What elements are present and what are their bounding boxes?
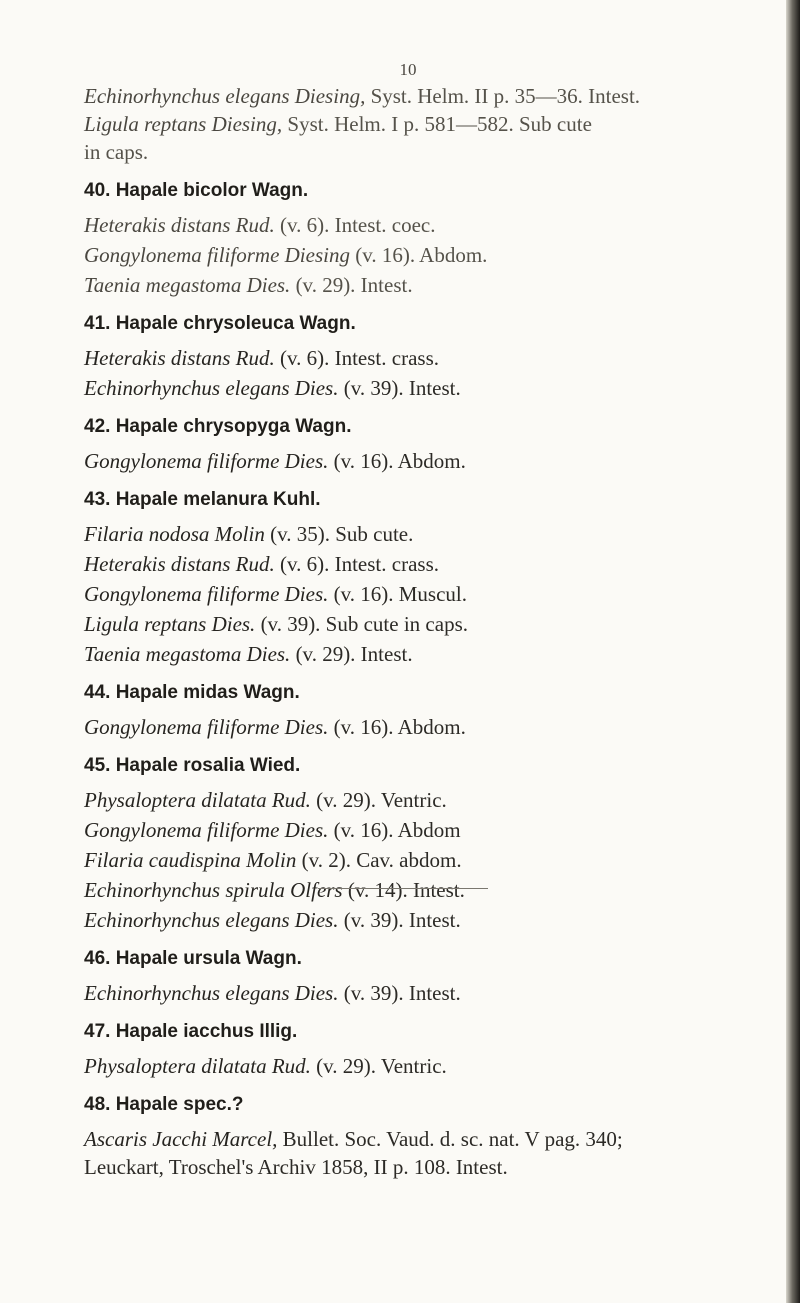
location-note: (v. 39). Intest. (338, 376, 461, 400)
parasite-name: Gongylonema filiforme Dies. (84, 818, 329, 842)
parasite-name: Heterakis distans Rud. (84, 346, 275, 370)
parasite-name: Gongylonema filiforme Dies. (84, 715, 329, 739)
species-heading: 42. Hapale chrysopyga Wagn. (84, 416, 352, 437)
parasite-entry (84, 1127, 784, 1151)
location-note: (v. 6). Intest. coec. (274, 213, 436, 237)
species-heading: 44. Hapale midas Wagn. (84, 682, 300, 703)
location-note: Syst. Helm. II p. 35—36. Intest. (365, 84, 641, 108)
location-note: (v. 2). Cav. abdom. (296, 848, 462, 872)
species-heading: 40. Hapale bicolor Wagn. (84, 180, 309, 201)
species-heading: 43. Hapale melanura Kuhl. (84, 489, 321, 510)
species-heading: 48. Hapale spec.? (84, 1094, 244, 1115)
location-note: (v. 29). Ventric. (310, 1054, 447, 1078)
parasite-entry (84, 1155, 784, 1179)
location-note: (v. 14). Intest. (342, 878, 465, 902)
parasite-entry (84, 642, 784, 666)
parasite-entry (84, 243, 784, 267)
location-note: (v. 29). Intest. (290, 642, 413, 666)
parasite-entry (84, 449, 784, 473)
parasite-entry (84, 376, 784, 400)
parasite-name: Physaloptera dilatata Rud. (84, 1054, 311, 1078)
parasite-name: Ligula reptans Diesing, (84, 112, 283, 136)
parasite-entry (84, 84, 784, 108)
scan-binding-edge (786, 0, 800, 1303)
location-note: (v. 6). Intest. crass. (274, 346, 439, 370)
parasite-name: Filaria caudispina Molin (84, 848, 297, 872)
footer-rule (318, 888, 488, 889)
page-number: 10 (399, 60, 417, 79)
location-note: (v. 39). Intest. (338, 908, 461, 932)
parasite-entry (84, 522, 784, 546)
location-note: Syst. Helm. I p. 581—582. Sub cute (282, 112, 592, 136)
location-note: Bullet. Soc. Vaud. d. sc. nat. V pag. 340; (277, 1127, 623, 1151)
parasite-name: Taenia megastoma Dies. (84, 642, 291, 666)
location-note: in caps. (84, 140, 149, 164)
parasite-entry (84, 908, 784, 932)
parasite-name: Heterakis distans Rud. (84, 552, 275, 576)
parasite-name: Gongylonema filiforme Dies. (84, 582, 329, 606)
parasite-entry (84, 552, 784, 576)
species-heading: 47. Hapale iacchus Illig. (84, 1021, 298, 1042)
parasite-entry (84, 715, 784, 739)
species-heading: 41. Hapale chrysoleuca Wagn. (84, 313, 356, 334)
parasite-entry (84, 213, 784, 237)
parasite-name: Echinorhynchus spirula Olfers (84, 878, 343, 902)
parasite-entry (84, 612, 784, 636)
parasite-name: Echinorhynchus elegans Diesing, (84, 84, 366, 108)
parasite-name: Echinorhynchus elegans Dies. (84, 981, 339, 1005)
parasite-entry (84, 346, 784, 370)
parasite-name: Filaria nodosa Molin (84, 522, 265, 546)
location-note: (v. 6). Intest. crass. (274, 552, 439, 576)
location-note: (v. 29). Ventric. (310, 788, 447, 812)
location-note: (v. 16). Abdom (328, 818, 461, 842)
parasite-entry (84, 878, 784, 902)
parasite-name: Echinorhynchus elegans Dies. (84, 376, 339, 400)
parasite-entry (84, 818, 784, 842)
location-note: (v. 29). Intest. (290, 273, 413, 297)
parasite-entry (84, 112, 784, 136)
parasite-entry (84, 140, 784, 164)
parasite-entry (84, 788, 784, 812)
parasite-entry (84, 582, 784, 606)
location-note: (v. 16). Abdom. (328, 449, 466, 473)
parasite-name: Physaloptera dilatata Rud. (84, 788, 311, 812)
location-note: (v. 16). Abdom. (349, 243, 488, 267)
location-note: (v. 16). Muscul. (328, 582, 468, 606)
parasite-entry (84, 273, 784, 297)
location-note: (v. 16). Abdom. (328, 715, 466, 739)
location-note: (v. 39). Intest. (338, 981, 461, 1005)
location-note: Leuckart, Troschel's Archiv 1858, II p. 108. Intest. (84, 1155, 508, 1179)
parasite-name: Ligula reptans Dies. (84, 612, 256, 636)
parasite-name: Heterakis distans Rud. (84, 213, 275, 237)
parasite-entry (84, 848, 784, 872)
parasite-name: Ascaris Jacchi Marcel, (84, 1127, 278, 1151)
parasite-entry (84, 981, 784, 1005)
species-heading: 46. Hapale ursula Wagn. (84, 948, 302, 969)
page-body (84, 84, 784, 1179)
parasite-name: Taenia megastoma Dies. (84, 273, 291, 297)
parasite-name: Gongylonema filiforme Diesing (84, 243, 350, 267)
parasite-name: Gongylonema filiforme Dies. (84, 449, 329, 473)
location-note: (v. 39). Sub cute in caps. (255, 612, 468, 636)
species-heading: 45. Hapale rosalia Wied. (84, 755, 301, 776)
parasite-name: Echinorhynchus elegans Dies. (84, 908, 339, 932)
location-note: (v. 35). Sub cute. (264, 522, 414, 546)
parasite-entry (84, 1054, 784, 1078)
